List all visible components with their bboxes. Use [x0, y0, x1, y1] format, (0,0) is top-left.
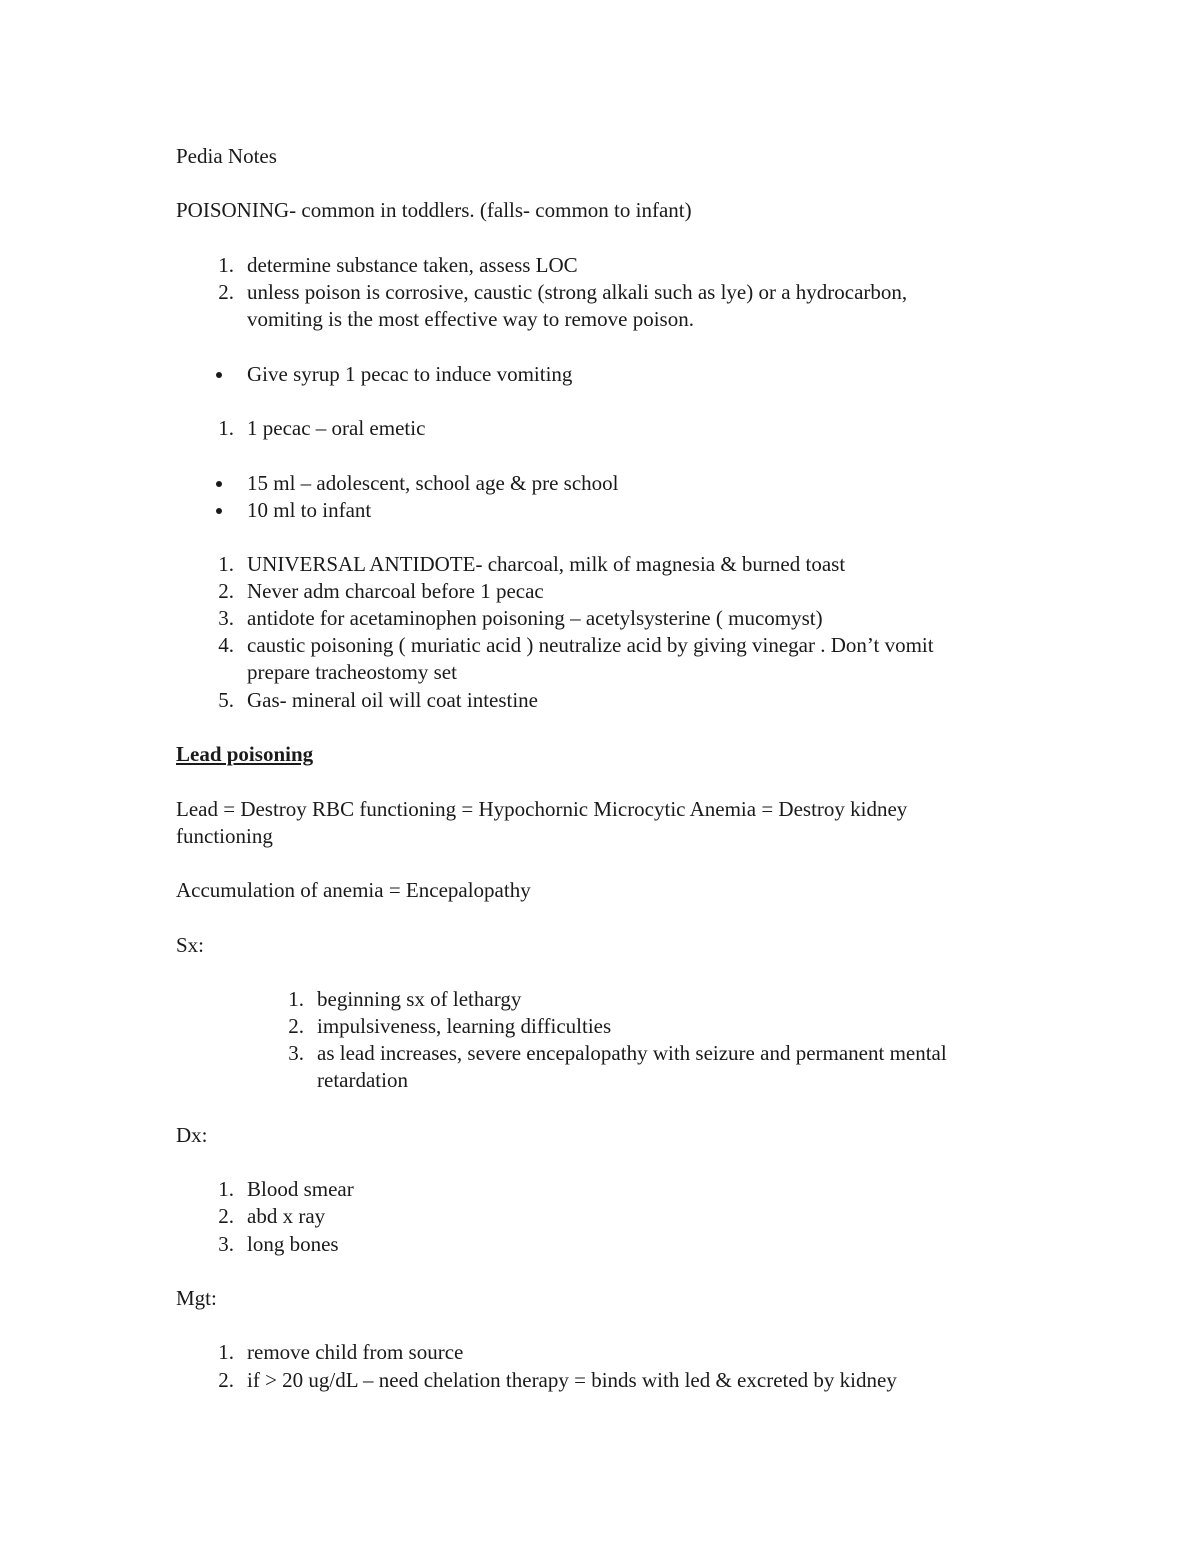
section-label-dx: Dx:	[176, 1123, 208, 1147]
list-marker: 1.	[218, 1340, 234, 1364]
list-marker: 2.	[218, 280, 234, 304]
list-item-text: caustic poisoning ( muriatic acid ) neutralize acid by giving vinegar . Don’t vomit	[247, 633, 934, 657]
list-item-text: abd x ray	[247, 1204, 326, 1228]
list-marker: 2.	[218, 1204, 234, 1228]
bullet-icon	[209, 497, 229, 524]
list-marker: 1.	[218, 552, 234, 576]
paragraph-line: functioning	[176, 824, 273, 848]
list-marker: 1.	[218, 253, 234, 277]
section-heading-lead-poisoning: Lead poisoning	[176, 742, 314, 766]
bullet-text: 10 ml to infant	[247, 498, 372, 522]
list-item-text: as lead increases, severe encepalopathy with seizure and permanent mental	[317, 1041, 947, 1065]
list-item-text: antidote for acetaminophen poisoning – acetylsysterine ( mucomyst)	[247, 606, 823, 630]
list-item-text: retardation	[317, 1068, 408, 1092]
list-item-text: determine substance taken, assess LOC	[247, 253, 578, 277]
list-item-text: impulsiveness, learning difficulties	[317, 1014, 612, 1038]
list-item-text: Blood smear	[247, 1177, 354, 1201]
bullet-icon	[209, 470, 229, 497]
section-label-mgt: Mgt:	[176, 1286, 217, 1310]
bullet-icon	[209, 361, 229, 388]
list-marker: 1.	[288, 987, 304, 1011]
list-marker: 3.	[218, 1232, 234, 1256]
list-item-text: if > 20 ug/dL – need chelation therapy = binds with led & excreted by kidney	[247, 1368, 897, 1392]
poisoning-intro: POISONING- common in toddlers. (falls- common to infant)	[176, 198, 692, 222]
bullet-text: 15 ml – adolescent, school age & pre school	[247, 471, 619, 495]
list-item-text: 1 pecac – oral emetic	[247, 416, 426, 440]
list-item-text: remove child from source	[247, 1340, 464, 1364]
bullet-text: Give syrup 1 pecac to induce vomiting	[247, 362, 573, 386]
paragraph-line: Accumulation of anemia = Encepalopathy	[176, 878, 531, 902]
list-marker: 4.	[218, 633, 234, 657]
list-marker: 1.	[218, 416, 234, 440]
list-item-text: Gas- mineral oil will coat intestine	[247, 688, 539, 712]
list-item-text: long bones	[247, 1232, 339, 1256]
list-item-text: beginning sx of lethargy	[317, 987, 522, 1011]
list-marker: 1.	[218, 1177, 234, 1201]
paragraph-line: Lead = Destroy RBC functioning = Hypochornic Microcytic Anemia = Destroy kidney	[176, 797, 908, 821]
document-title: Pedia Notes	[176, 144, 277, 168]
list-item-text: UNIVERSAL ANTIDOTE- charcoal, milk of magnesia & burned toast	[247, 552, 846, 576]
list-item-text: vomiting is the most effective way to remove poison.	[247, 307, 694, 331]
list-marker: 2.	[218, 1368, 234, 1392]
list-marker: 3.	[288, 1041, 304, 1065]
list-item-text: prepare tracheostomy set	[247, 660, 457, 684]
list-item-text: Never adm charcoal before 1 pecac	[247, 579, 544, 603]
list-marker: 5.	[218, 688, 234, 712]
list-item-text: unless poison is corrosive, caustic (strong alkali such as lye) or a hydrocarbon,	[247, 280, 908, 304]
list-marker: 3.	[218, 606, 234, 630]
list-marker: 2.	[218, 579, 234, 603]
section-label-sx: Sx:	[176, 933, 205, 957]
list-marker: 2.	[288, 1014, 304, 1038]
